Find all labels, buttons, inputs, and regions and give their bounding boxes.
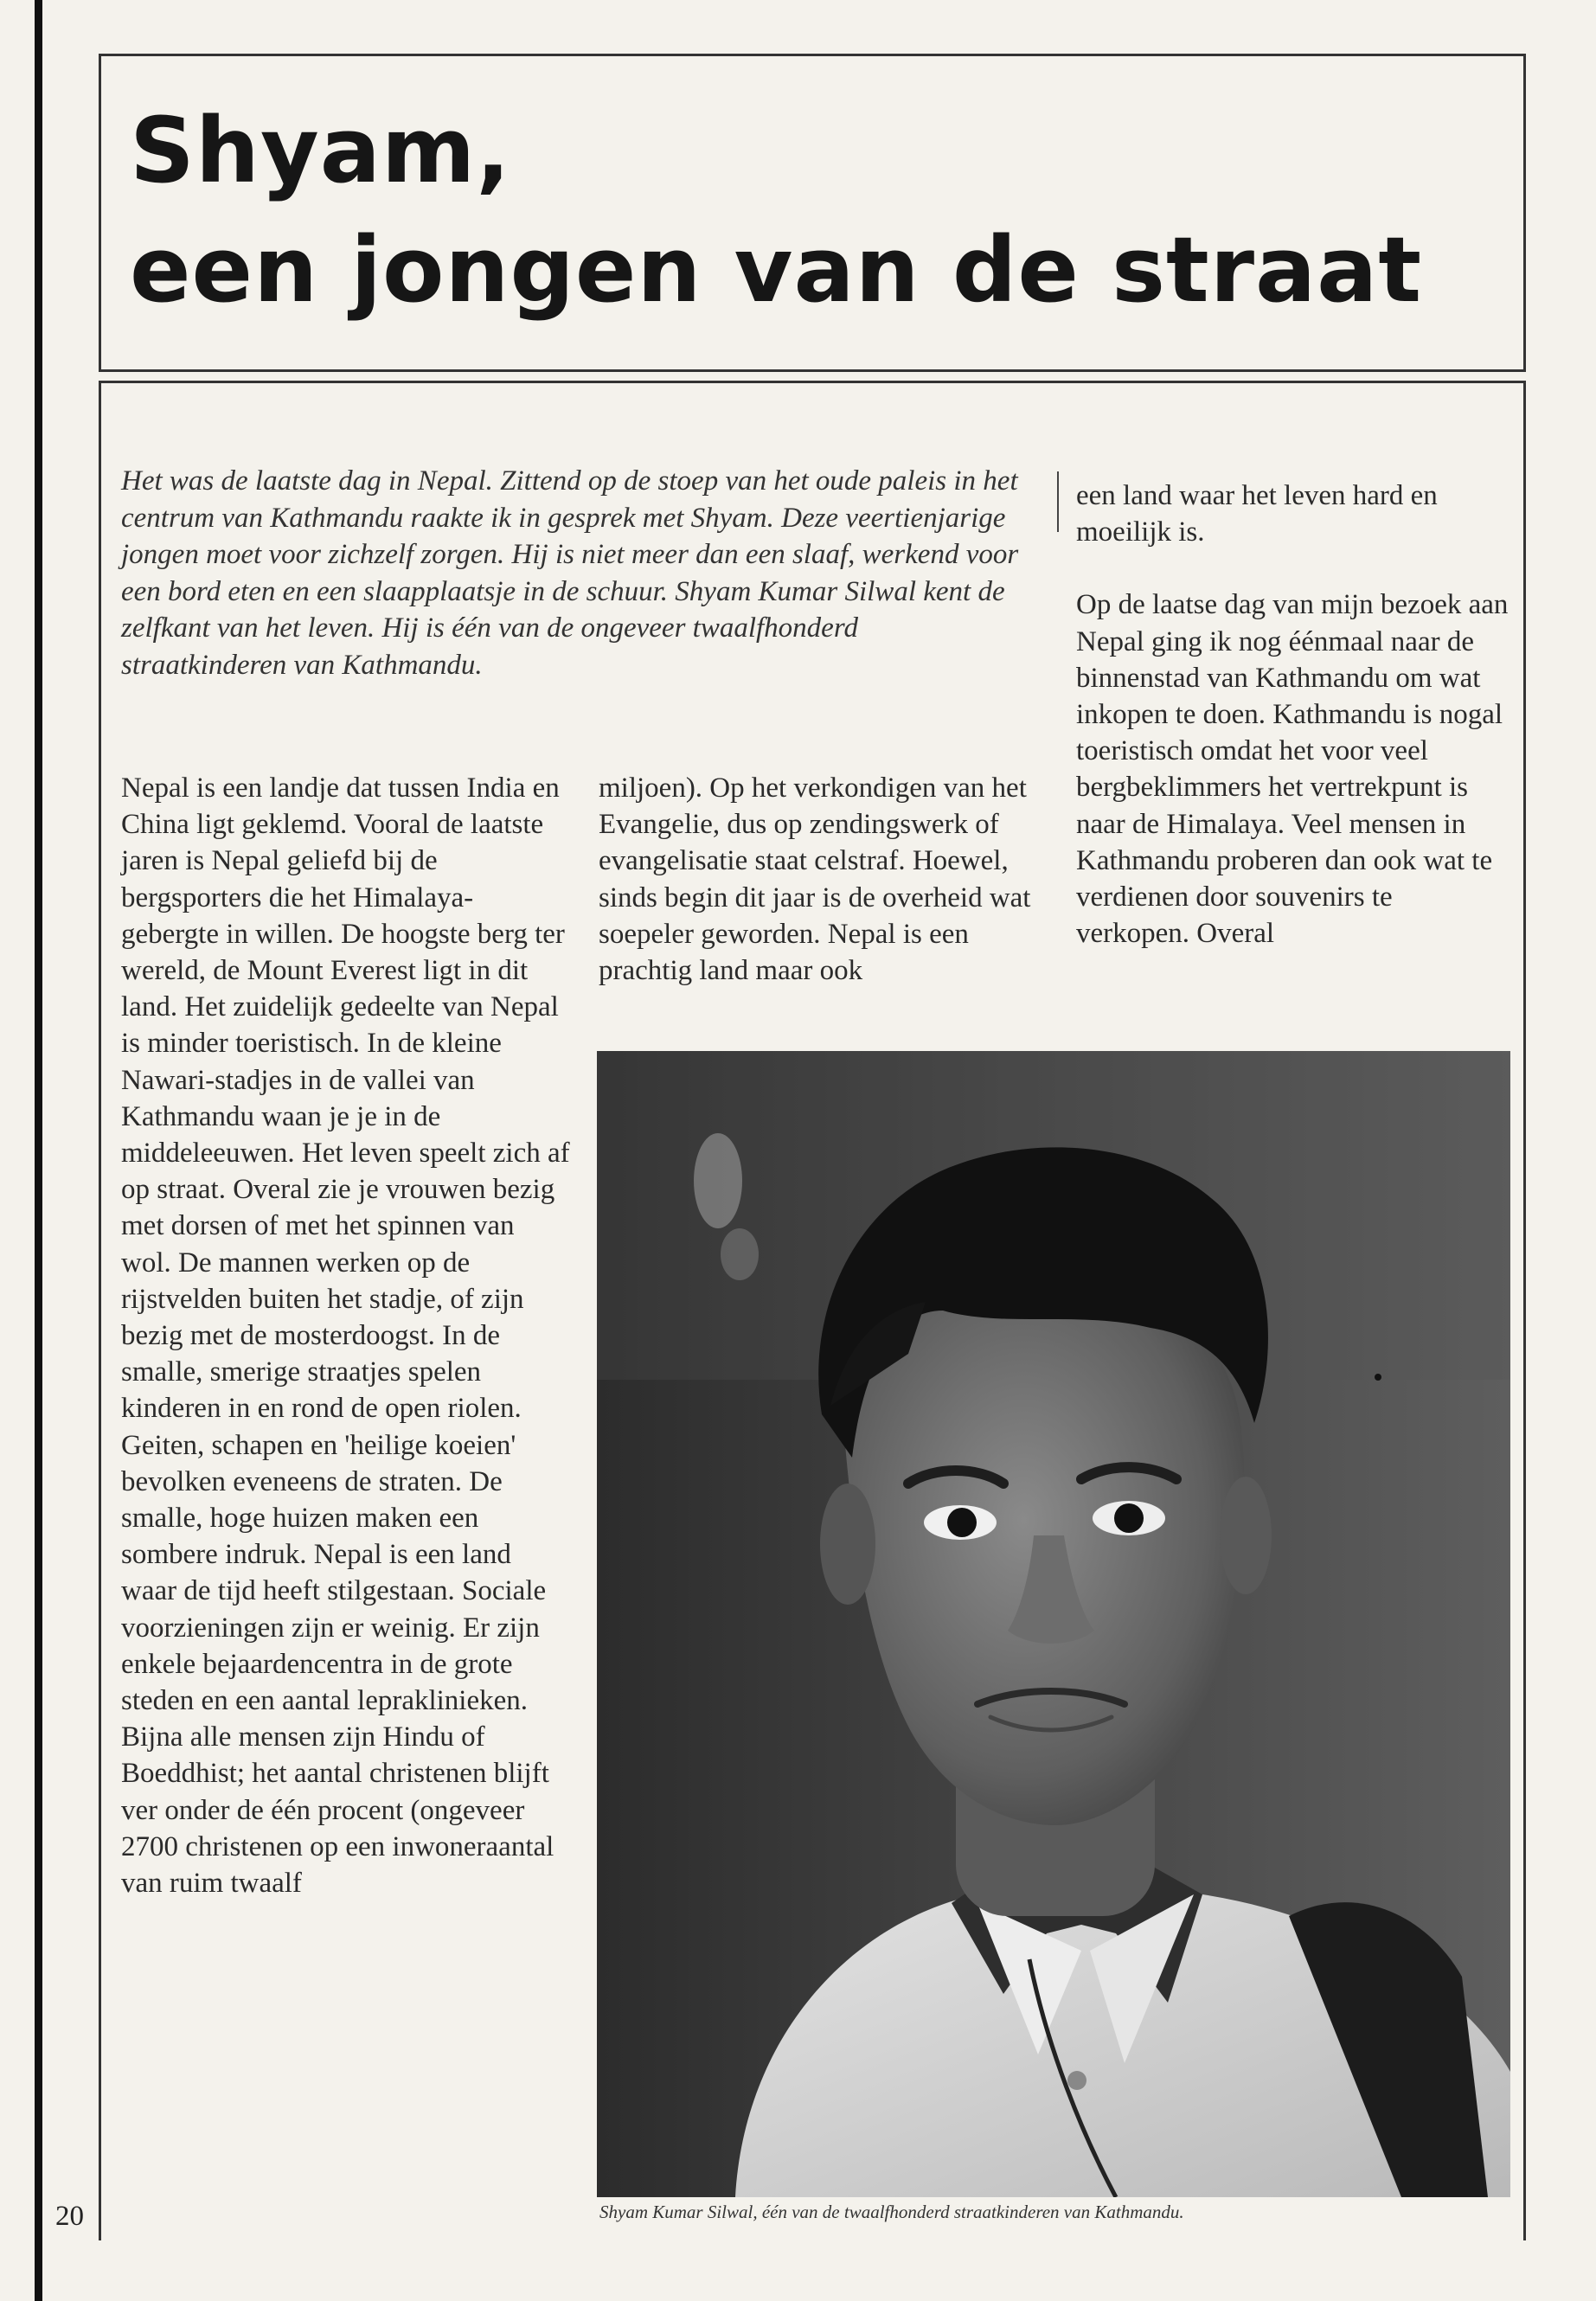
content-frame-top-rule — [99, 381, 1526, 383]
portrait-photo-illustration — [597, 1051, 1510, 2197]
title-line-1: Shyam, — [130, 98, 511, 203]
photo-caption: Shyam Kumar Silwal, één van de twaalfhonderd straatkinderen van Kathmandu. — [599, 2202, 1184, 2222]
page-title — [130, 91, 1422, 330]
column-divider — [1057, 471, 1059, 532]
portrait-photo — [597, 1051, 1510, 2197]
content-frame-left-rule — [99, 381, 101, 2240]
body-column-1 — [121, 770, 571, 1901]
page-number: 20 — [55, 2201, 84, 2232]
title-line-2: een jongen van de straat — [130, 217, 1423, 323]
content-frame-right-rule — [1523, 381, 1526, 2240]
body-column-2 — [599, 770, 1040, 989]
page-spine-edge — [35, 0, 42, 2301]
body-column-3 — [1076, 478, 1509, 952]
intro-paragraph: Het was de laatste dag in Nepal. Zittend op de stoep van het oude paleis in het centrum van Kathmandu raakte ik in gesprek met Shyam. Deze veertienjarige jongen moet voor zichzelf zorgen. Hij is niet meer dan een slaaf, werkend voor een bord eten en een slaapplaatsje in de schuur. Shyam Kumar Silwal kent de zelfkant van het leven. Hij is één van de ongeveer twaalfhonderd straatkinderen van Kathmandu. — [121, 465, 1019, 681]
body-column-3-paragraph-1: een land waar het leven hard en moeilijk is. — [1076, 480, 1438, 548]
body-column-2-text: miljoen). Op het verkondigen van het Evangelie, dus op zendingswerk of evangelisatie staat celstraf. Hoewel, sinds begin dit jaar is de overheid wat soepeler geworden. Nepal is een prachtig land maar ook — [599, 772, 1031, 987]
body-column-3-paragraph-2: Op de laatse dag van mijn bezoek aan Nepal ging ik nog éénmaal naar de binnenstad van Kathmandu om wat inkopen te doen. Kathmandu is nogal toeristisch omdat het voor veel bergbeklimmers het vertrekpunt is naar de Himalaya. Veel mensen in Kathmandu proberen dan ook wat te verdienen door souvenirs te verkopen. Overal — [1076, 589, 1509, 950]
body-column-1-text: Nepal is een landje dat tussen India en China ligt geklemd. Vooral de laatste jaren is Nepal geliefd bij de bergsporters die het Himalaya-gebergte in willen. De hoogste berg ter wereld, de Mount Everest ligt in dit land. Het zuidelijk gedeelte van Nepal is minder toeristisch. In de kleine Nawari-stadjes in de vallei van Kathmandu waan je je in de middeleeuwen. Het leven speelt zich af op straat. Overal zie je vrouwen bezig met dorsen of met het spinnen van wol. De mannen werken op de rijstvelden buiten het stadje, of zijn bezig met de mosterdoogst. In de smalle, smerige straatjes spelen kinderen in en rond de open riolen. Geiten, schapen en 'heilige koeien' bevolken eveneens de straten. De smalle, hoge huizen maken een sombere indruk. Nepal is een land waar de tijd heeft stilgestaan. Sociale voorzieningen zijn er weinig. Er zijn enkele bejaardencentra in de grote steden en een aantal lepraklinieken. Bijna alle mensen zijn Hindu of Boeddhist; het aantal christenen blijft ver onder de één procent (ongeveer 2700 christenen op een inwoneraantal van ruim twaalf — [121, 772, 570, 1900]
